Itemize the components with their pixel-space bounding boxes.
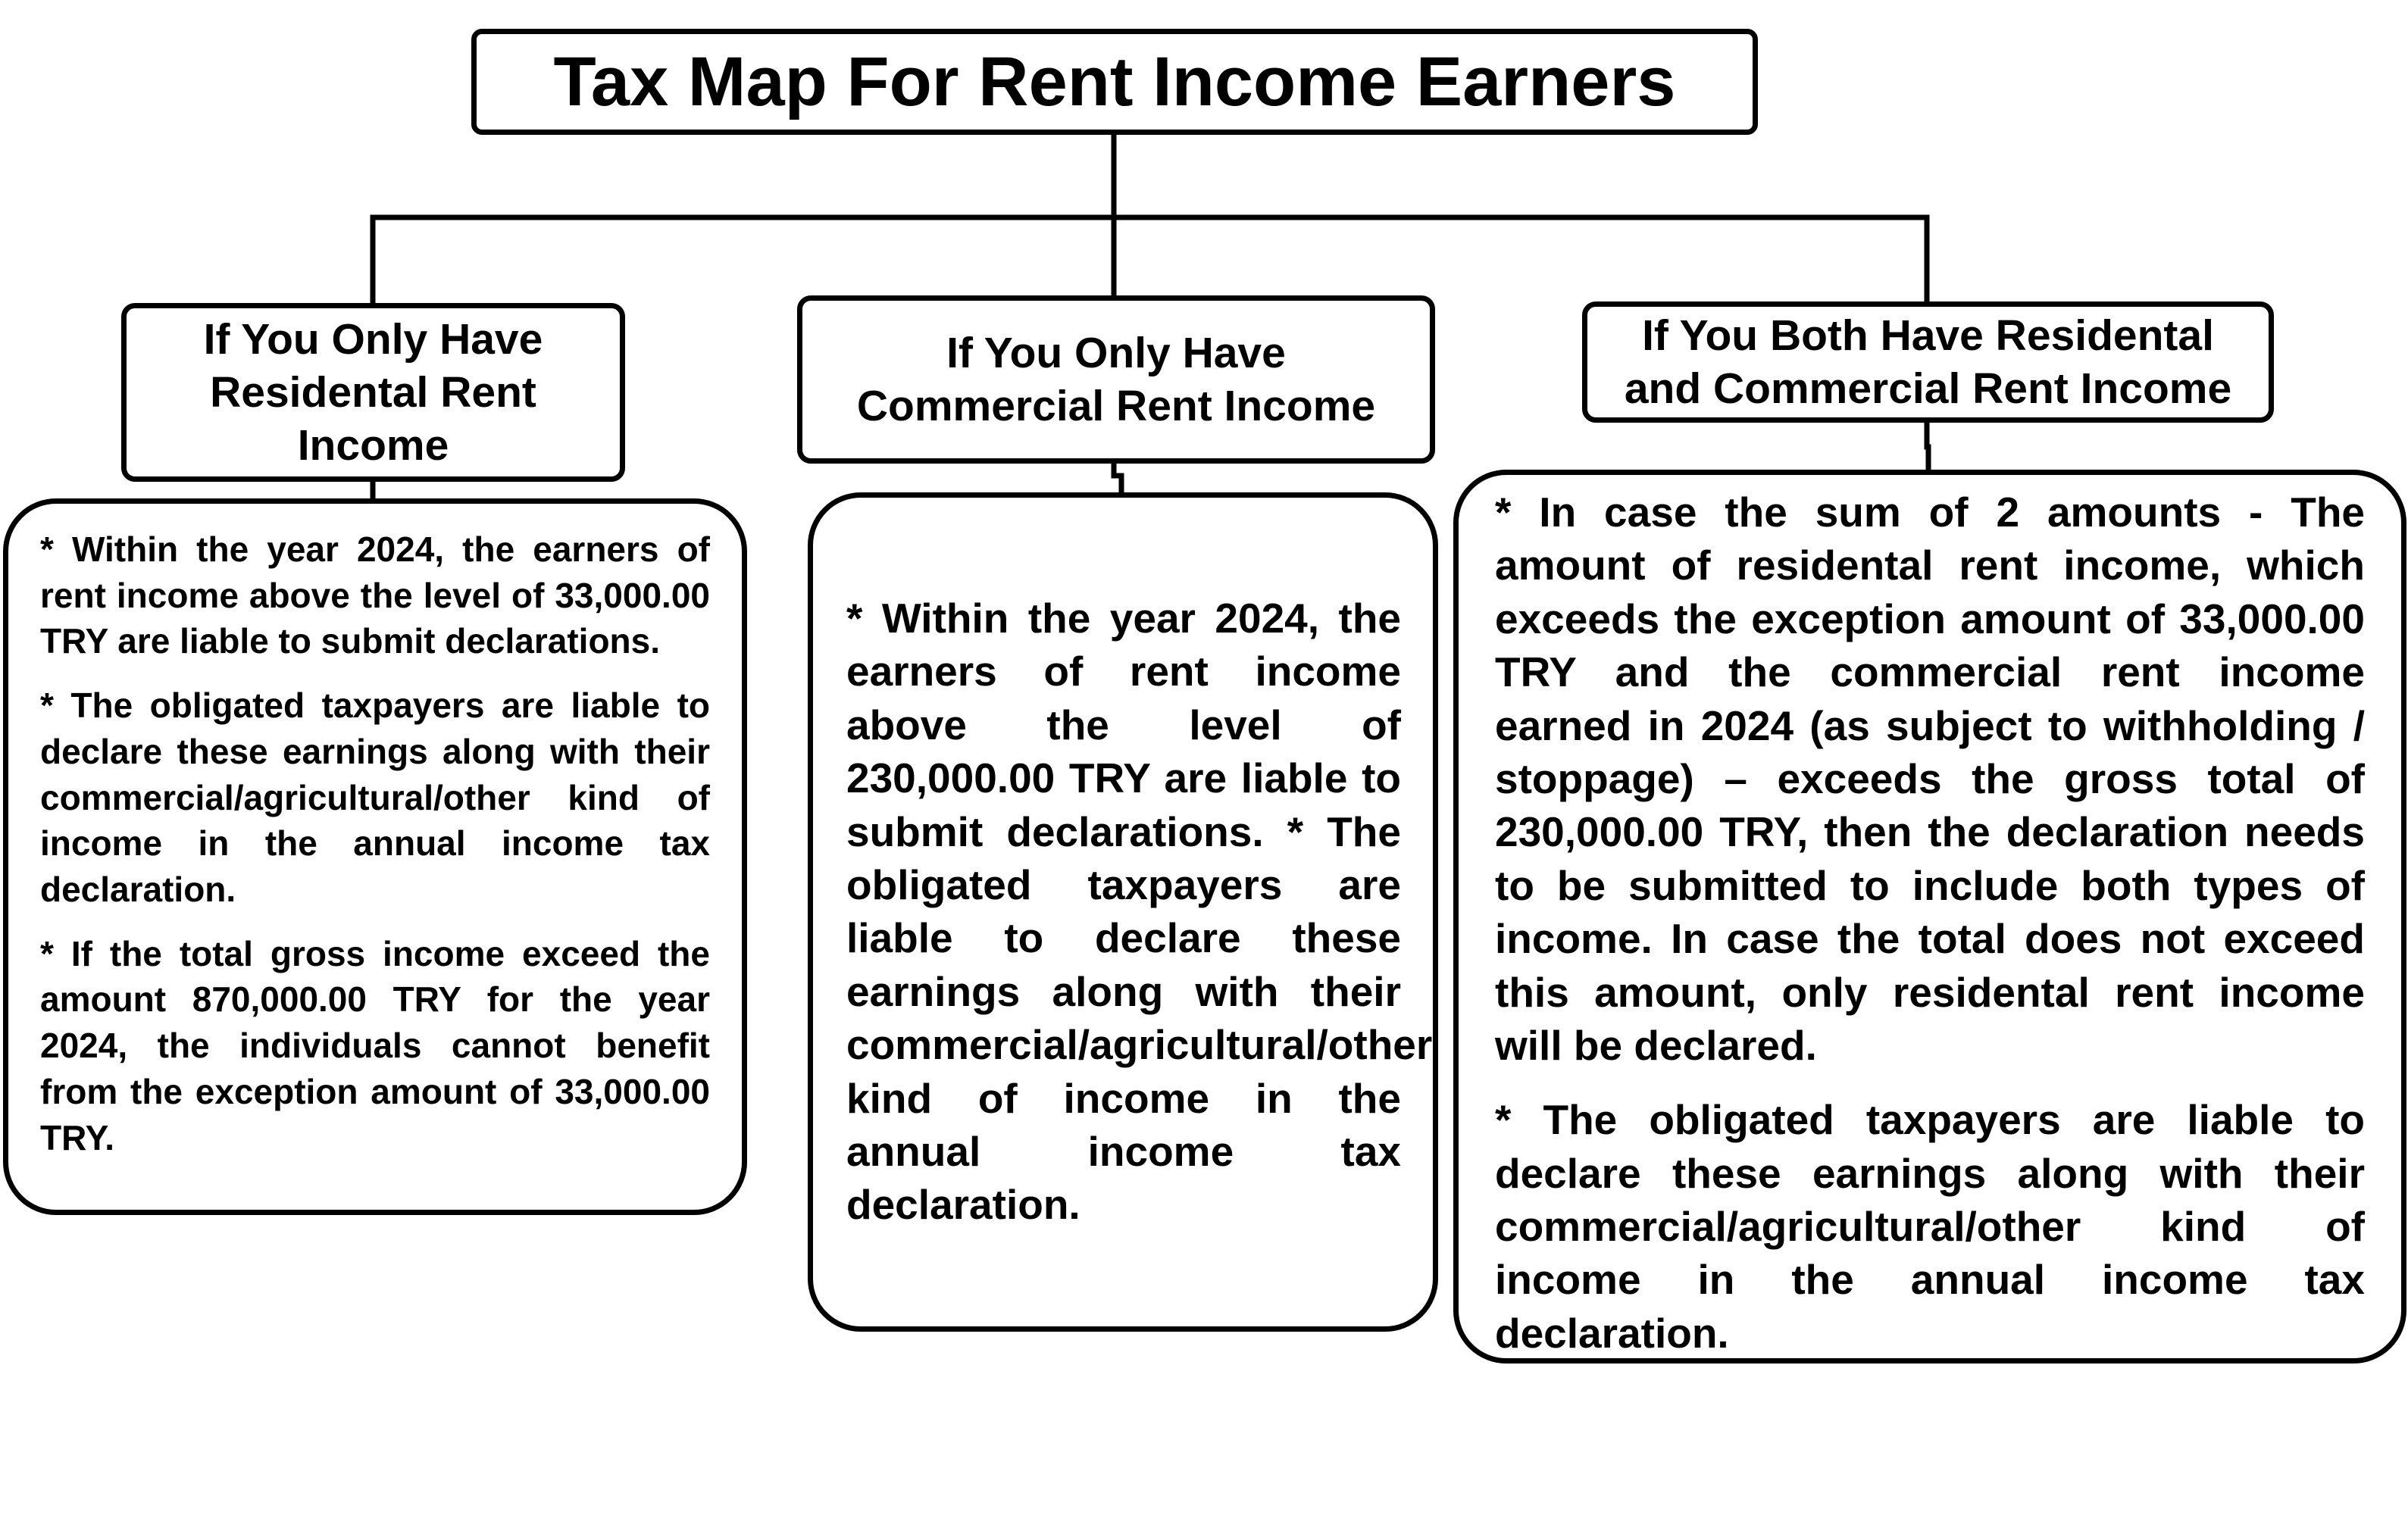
- rule-paragraph: * If the total gross income exceed the amount 870,000.00 TRY for the year 2024, the individuals cannot benefit from the exception amount of 33,000.00 TRY.: [40, 933, 710, 1157]
- branch-header-label: If You Only Have Commercial Rent Income: [856, 328, 1376, 430]
- rule-paragraph: * The obligated taxpayers are liable to declare these earnings along with their commercial/agricultural/other kind of income in the annual income tax declaration.: [40, 686, 710, 910]
- branch-header-commercial: [797, 295, 1435, 464]
- branch-content-commercial: [808, 492, 1438, 1332]
- rule-paragraph: * Within the year 2024, the earners of rent income above the level of 33,000.00 TRY are liable to submit declarations.: [40, 529, 710, 661]
- diagram-title: Tax Map For Rent Income Earners: [553, 43, 1676, 120]
- diagram-title-box: [471, 29, 1758, 135]
- branch-header-both: [1582, 301, 2274, 423]
- connector-branch-3-content: [1927, 423, 1928, 470]
- branch-header-label: If You Both Have Residental and Commercial Rent Income: [1624, 311, 2232, 413]
- branch-content-both: [1453, 470, 2406, 1364]
- branch-header-residential: [121, 303, 625, 482]
- rule-paragraph: * The obligated taxpayers are liable to declare these earnings along with their commercial/agricultural/other kind of income in the annual income tax declaration.: [1495, 1096, 2365, 1357]
- rule-paragraph: * In case the sum of 2 amounts - The amount of residental rent income, which exceeds the exception amount of 33,000.00 TRY and the commercial rent income earned in 2024 (as subject to withholding / stoppage) – exceeds the gross total of 230,000.00 TRY, then the declaration needs to be submitted to include both types of income. In case the total does not exceed this amount, only residental rent income will be declared.: [1495, 489, 2365, 1069]
- connector-branch-2-content: [1114, 464, 1121, 492]
- branch-header-label: If You Only Have Residental Rent Income: [203, 314, 543, 470]
- branch-content-residential: [3, 498, 747, 1215]
- rule-paragraph: * Within the year 2024, the earners of rent income above the level of 230,000.00 TRY are liable to submit declarations. * The obligated taxpayers are liable to declare these earnings along with their commercial/agricultural/other kind of income in the annual income tax declaration.: [846, 595, 1433, 1229]
